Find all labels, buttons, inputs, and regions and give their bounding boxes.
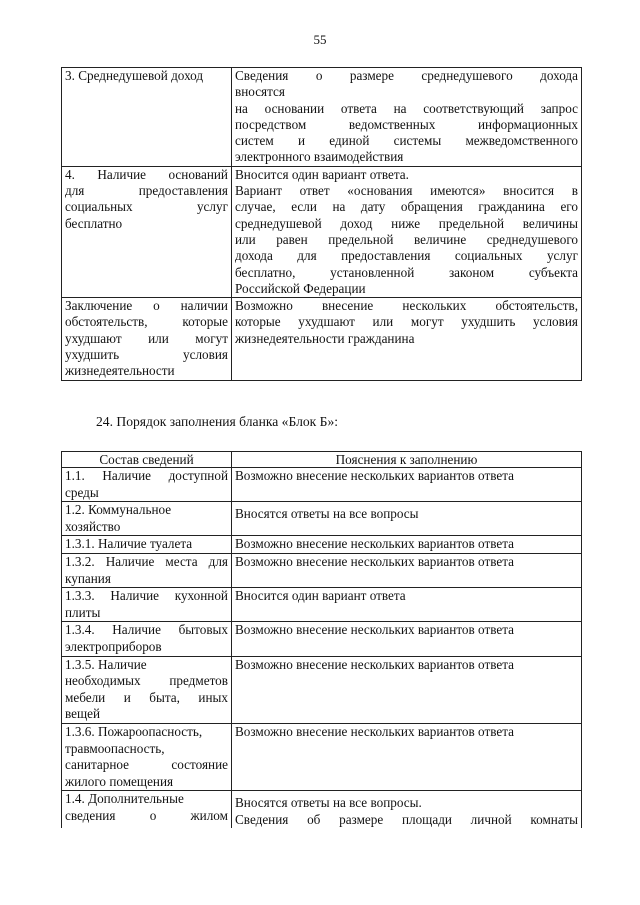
table-row — [62, 622, 582, 656]
cell-line: жизнедеятельности гражданина — [235, 330, 415, 346]
row-label-cell — [62, 588, 232, 622]
row-explanation-cell — [232, 502, 582, 536]
cell-line: Российской Федерации — [235, 280, 366, 296]
row-explanation-cell — [232, 536, 582, 554]
table-row — [62, 166, 582, 297]
cell-line: или равен предельной величине среднедушевого — [235, 231, 578, 247]
cell-line: систем и единой системы межведомственного — [235, 133, 578, 149]
table-row — [62, 298, 582, 380]
row-label-cell — [62, 502, 232, 536]
cell-line: санитарное состояние — [65, 757, 228, 773]
cell-line: Возможно внесение нескольких вариантов ответа — [235, 622, 515, 638]
row-label-cell — [62, 723, 232, 790]
cell-line: Возможно внесение нескольких обстоятельств, — [235, 298, 578, 314]
table-row — [62, 791, 582, 829]
cell-line: Вносятся ответы на все вопросы — [235, 506, 419, 522]
cell-line: социальных услуг — [65, 199, 228, 215]
cell-line: на основании ответа на соответствующий запрос — [235, 100, 578, 116]
cell-line: Вносится один вариант ответа — [235, 588, 406, 604]
cell-line: 1.2. Коммунальное — [65, 502, 172, 518]
cell-line: Вносится один вариант ответа. — [235, 166, 409, 182]
cell-line: 3. Среднедушевой доход — [65, 68, 204, 83]
cell-line: ухудшают или могут — [65, 330, 228, 346]
cell-line: Вносятся ответы на все вопросы. — [235, 795, 422, 811]
row-explanation-cell — [232, 166, 582, 297]
page-number: 55 — [313, 32, 327, 47]
row-label-cell — [62, 536, 232, 554]
cell-line: вещей — [65, 706, 101, 722]
cell-line: посредством ведомственных информационных — [235, 116, 578, 132]
table-row — [62, 536, 582, 554]
cell-line: Возможно внесение нескольких вариантов ответа — [235, 723, 515, 739]
section-heading: 24. Порядок заполнения бланка «Блок Б»: — [96, 414, 339, 429]
cell-line: среднедушевой доход ниже предельной величины — [235, 215, 578, 231]
cell-line: ухудшить условия — [65, 347, 228, 363]
cell-line: купания — [65, 570, 111, 586]
cell-line: мебели и быта, иных — [65, 689, 228, 705]
table-row — [62, 468, 582, 502]
row-explanation-cell — [232, 723, 582, 790]
table-row — [62, 68, 582, 167]
table-header-row — [62, 452, 582, 468]
row-label-cell — [62, 656, 232, 723]
cell-line: Заключение о наличии — [65, 298, 228, 314]
cell-line: 1.3.2. Наличие места для — [65, 553, 228, 569]
row-explanation-cell — [232, 553, 582, 587]
cell-line: электроприборов — [65, 638, 162, 654]
table-row — [62, 502, 582, 536]
row-label-cell — [62, 468, 232, 502]
cell-line: обстоятельств, которые — [65, 314, 228, 330]
row-explanation-cell — [232, 622, 582, 656]
cell-line: Вариант ответ «основания имеются» вносится в — [235, 183, 578, 199]
row-explanation-cell — [232, 468, 582, 502]
row-label-cell — [62, 553, 232, 587]
cell-line: Возможно внесение нескольких вариантов ответа — [235, 656, 515, 672]
cell-line: Сведения об размере площади личной комнаты — [235, 811, 578, 827]
cell-line: 4. Наличие оснований — [65, 166, 228, 182]
table-row — [62, 553, 582, 587]
column-header-composition: Состав сведений — [62, 452, 232, 468]
cell-line: среды — [65, 484, 99, 500]
cell-line: необходимых предметов — [65, 673, 228, 689]
cell-line: Возможно внесение нескольких вариантов ответа — [235, 468, 515, 483]
table-row — [62, 723, 582, 790]
cell-line: 1.1. Наличие доступной — [65, 468, 228, 483]
cell-line: 1.3.5. Наличие — [65, 656, 147, 672]
row-explanation-cell — [232, 791, 582, 829]
cell-line: бесплатно — [65, 215, 123, 231]
cell-line: 1.3.3. Наличие кухонной — [65, 588, 228, 604]
row-label-cell — [62, 791, 232, 829]
cell-line: Сведения о размере среднедушевого дохода — [235, 68, 578, 83]
row-explanation-cell — [232, 68, 582, 167]
cell-line: 1.3.6. Пожароопасность, — [65, 723, 203, 739]
cell-line: сведения о жилом — [65, 807, 228, 823]
client-info-table — [61, 67, 582, 381]
row-explanation-cell — [232, 588, 582, 622]
cell-line: хозяйство — [65, 518, 121, 534]
cell-line: травмоопасность, — [65, 740, 165, 756]
table-row — [62, 588, 582, 622]
cell-line: 1.3.4. Наличие бытовых — [65, 622, 228, 638]
row-label-cell — [62, 166, 232, 297]
cell-line: жизнедеятельности — [65, 363, 175, 379]
cell-line: вносятся — [235, 84, 285, 100]
block-b-table — [61, 451, 582, 828]
cell-line: плиты — [65, 604, 101, 620]
cell-line: которые ухудшают или могут ухудшить условия — [235, 314, 578, 330]
cell-line: для предоставления — [65, 183, 228, 199]
cell-line: Возможно внесение нескольких вариантов ответа — [235, 536, 515, 552]
cell-line: Возможно внесение нескольких вариантов ответа — [235, 553, 515, 569]
cell-line: электронного взаимодействия — [235, 149, 404, 165]
row-explanation-cell — [232, 298, 582, 380]
row-label-cell — [62, 298, 232, 380]
cell-line: дохода для предоставления социальных услуг — [235, 248, 578, 264]
cell-line: случае, если на дату обращения гражданина его — [235, 199, 578, 215]
cell-line: бесплатно, установленной законом субъекта — [235, 264, 578, 280]
row-explanation-cell — [232, 656, 582, 723]
cell-line: 1.3.1. Наличие туалета — [65, 536, 193, 552]
row-label-cell — [62, 68, 232, 167]
cell-line: 1.4. Дополнительные — [65, 791, 184, 807]
cell-line: жилого помещения — [65, 773, 174, 789]
column-header-explanations: Пояснения к заполнению — [232, 452, 582, 468]
row-label-cell — [62, 622, 232, 656]
table-row — [62, 656, 582, 723]
